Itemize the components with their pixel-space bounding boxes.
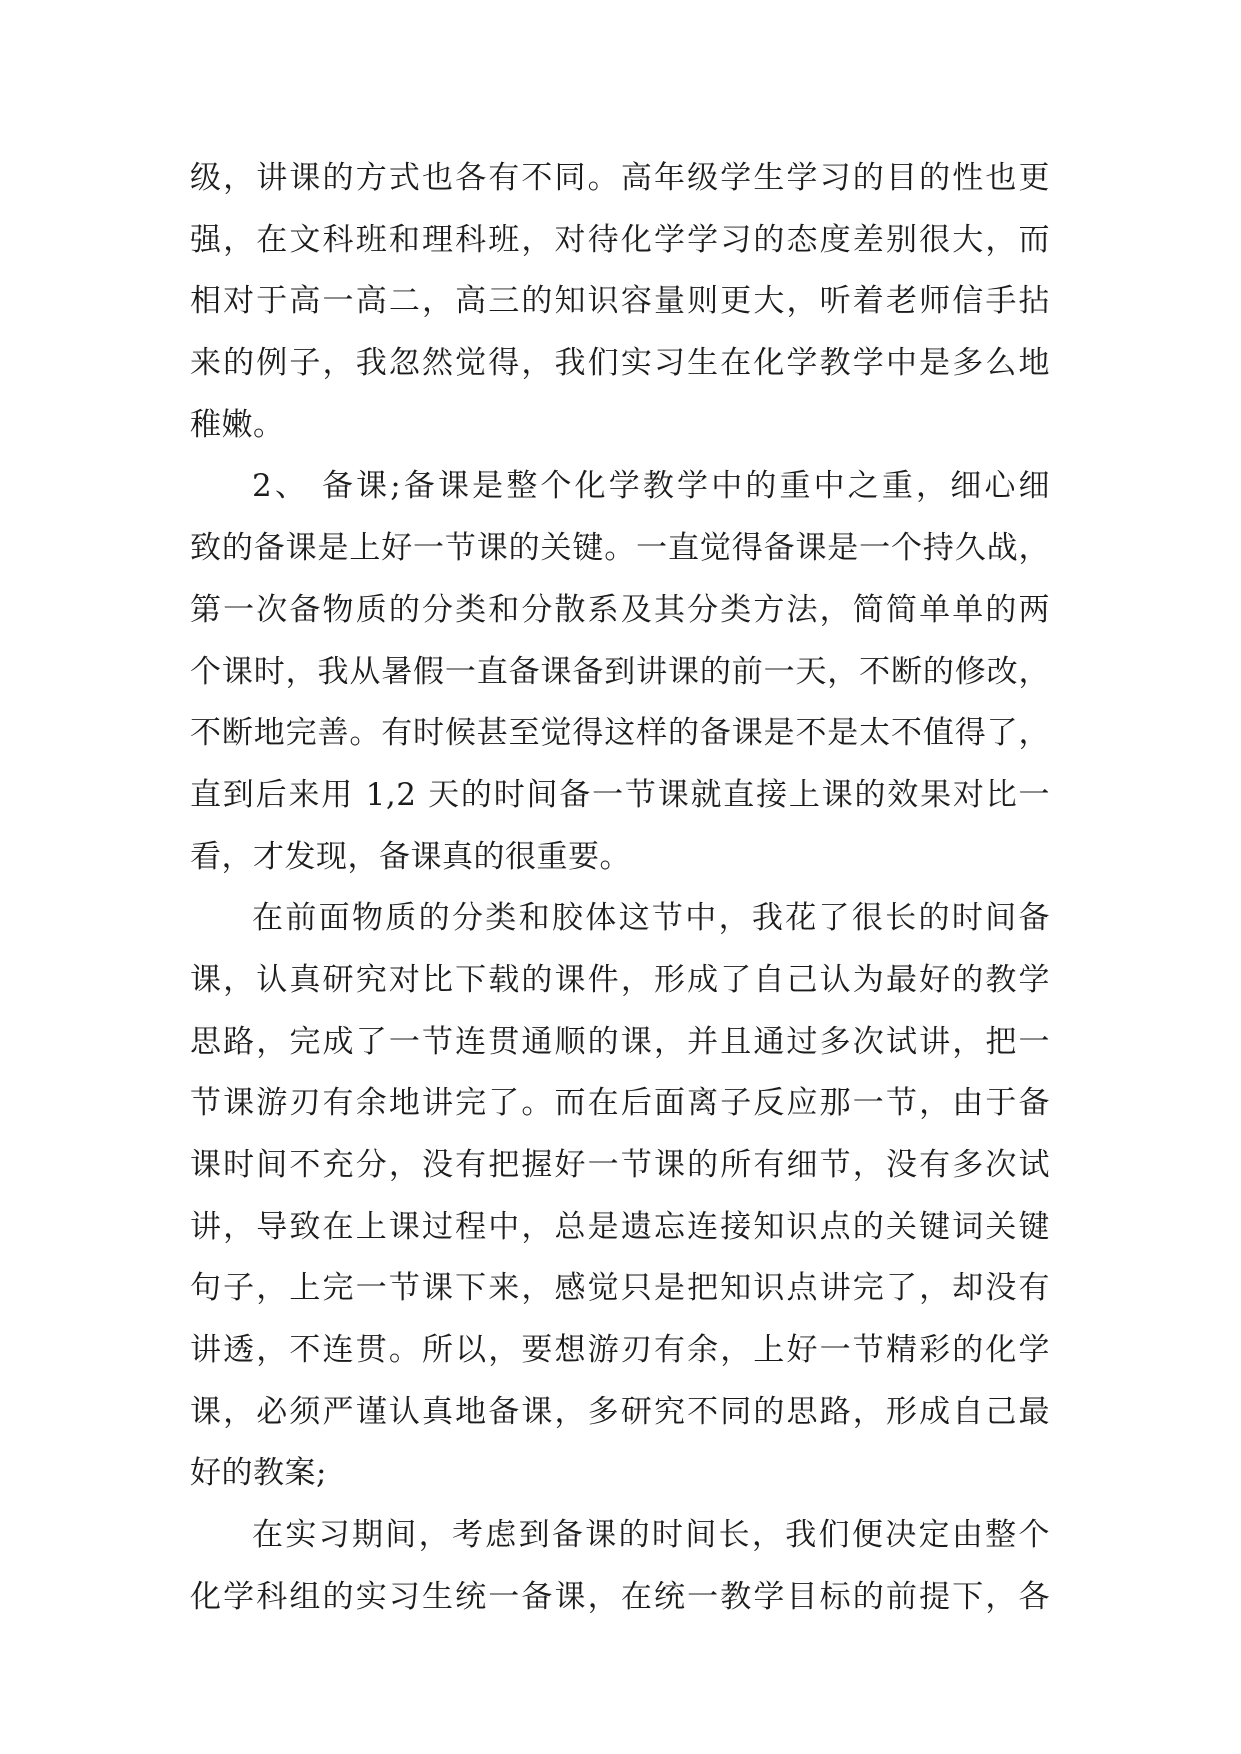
text-line: 好的教案; — [190, 1455, 327, 1492]
text-line: 讲透，不连贯。所以，要想游刃有余，上好一节精彩的化学 — [190, 1332, 1050, 1369]
text-line: 句子，上完一节课下来，感觉只是把知识点讲完了，却没有 — [190, 1270, 1050, 1307]
text-line: 化学科组的实习生统一备课，在统一教学目标的前提下，各 — [190, 1578, 1050, 1615]
text-line: 来的例子，我忽然觉得，我们实习生在化学教学中是多么地 — [190, 345, 1050, 382]
text-line: 课，认真研究对比下载的课件，形成了自己认为最好的教学 — [190, 961, 1050, 998]
text-line: 不断地完善。有时候甚至觉得这样的备课是不是太不值得了， — [190, 715, 1050, 752]
text-line: 相对于高一高二，高三的知识容量则更大，听着老师信手拈 — [190, 283, 1050, 320]
text-line: 在前面物质的分类和胶体这节中，我花了很长的时间备 — [252, 900, 1050, 937]
text-line: 直到后来用 1,2 天的时间备一节课就直接上课的效果对比一 — [190, 776, 1050, 813]
text-line: 强，在文科班和理科班，对待化学学习的态度差别很大，而 — [190, 221, 1050, 258]
text-line: 课，必须严谨认真地备课，多研究不同的思路，形成自己最 — [190, 1393, 1050, 1430]
text-line: 节课游刃有余地讲完了。而在后面离子反应那一节，由于备 — [190, 1085, 1050, 1122]
text-line: 思路，完成了一节连贯通顺的课，并且通过多次试讲，把一 — [190, 1023, 1050, 1060]
text-line: 看，才发现，备课真的很重要。 — [190, 838, 631, 875]
text-line: 第一次备物质的分类和分散系及其分类方法，简简单单的两 — [190, 591, 1050, 628]
text-line: 个课时，我从暑假一直备课备到讲课的前一天，不断的修改， — [190, 653, 1050, 690]
text-line: 级，讲课的方式也各有不同。高年级学生学习的目的性也更 — [190, 160, 1050, 196]
text-line: 讲，导致在上课过程中，总是遗忘连接知识点的关键词关键 — [190, 1208, 1050, 1245]
text-line: 致的备课是上好一节课的关键。一直觉得备课是一个持久战， — [190, 530, 1050, 567]
text-line: 2、 备课;备课是整个化学教学中的重中之重，细心细 — [252, 468, 1050, 505]
text-line: 稚嫩。 — [190, 406, 285, 443]
body-text — [190, 148, 1050, 1629]
text-line: 课时间不充分，没有把握好一节课的所有细节，没有多次试 — [190, 1147, 1050, 1183]
text-line: 在实习期间，考虑到备课的时间长，我们便决定由整个 — [252, 1517, 1050, 1554]
